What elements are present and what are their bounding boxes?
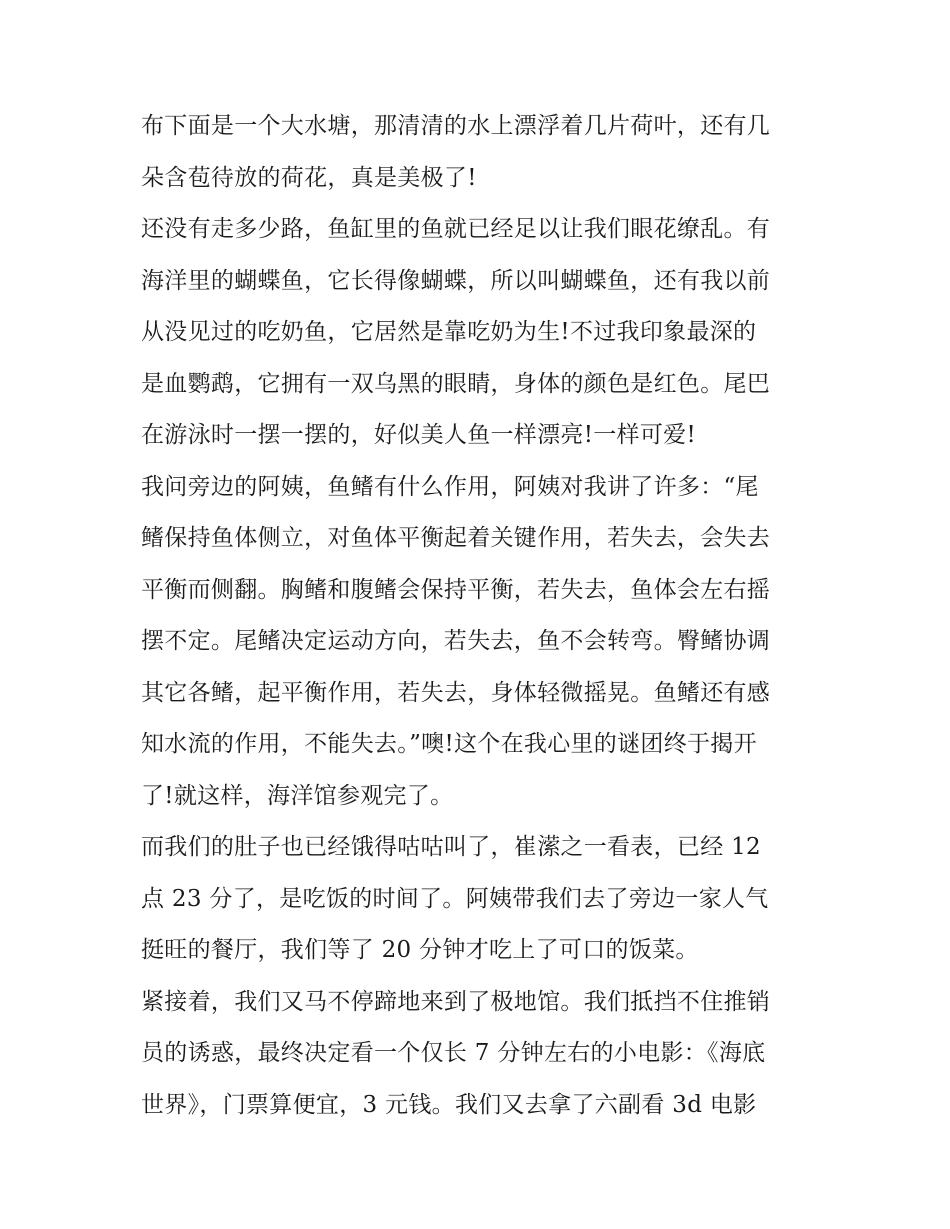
text-line: 布下面是一个大水塘，那清清的水上漂浮着几片荷叶，还有几: [141, 113, 771, 139]
text-line: 平衡而侧翻。胸鳍和腹鳍会保持平衡，若失去，鱼体会左右摇: [141, 576, 771, 603]
text-line: 点 23 分了，是吃饭的时间了。阿姨带我们去了旁边一家人气: [141, 885, 769, 912]
text-line: 还没有走多少路，鱼缸里的鱼就已经足以让我们眼花缭乱。有: [141, 216, 771, 242]
text-line: 而我们的肚子也已经饿得咕咕叫了，崔潆之一看表，已经 12: [141, 834, 761, 860]
text-line: 在游泳时一摆一摆的，好似美人鱼一样漂亮!一样可爱!: [141, 422, 696, 448]
paragraph-lunch: [141, 822, 821, 977]
text-line: 摆不定。尾鳍决定运动方向，若失去，鱼不会转弯。臀鳍协调: [141, 628, 771, 654]
text-line: 世界》，门票算便宜，3 元钱。我们又去拿了六副看 3d 电影: [141, 1091, 757, 1118]
text-line: 鳍保持鱼体侧立，对鱼体平衡起着关键作用，若失去，会失去: [141, 525, 771, 551]
paragraph-fish-tank: [141, 204, 821, 462]
text-line: 其它各鳍，起平衡作用，若失去，身体轻微摇晃。鱼鳍还有感: [141, 679, 771, 706]
text-line: 海洋里的蝴蝶鱼，它长得像蝴蝶，所以叫蝴蝶鱼，还有我以前: [141, 267, 771, 294]
text-line: 了!就这样，海洋馆参观完了。: [141, 782, 454, 809]
text-line: 挺旺的餐厅，我们等了 20 分钟才吃上了可口的饭菜。: [141, 937, 699, 963]
document-body: [141, 101, 821, 1131]
text-line: 我问旁边的阿姨，鱼鳍有什么作用，阿姨对我讲了许多：“尾: [141, 473, 759, 500]
paragraph-pond: [141, 101, 821, 204]
text-line: 紧接着，我们又马不停蹄地来到了极地馆。我们抵挡不住推销: [141, 988, 771, 1015]
paragraph-fins: [141, 462, 821, 823]
text-line: 朵含苞待放的荷花，真是美极了!: [141, 164, 477, 191]
paragraph-polar-hall: [141, 977, 821, 1132]
text-line: 知水流的作用，不能失去。”噢!这个在我心里的谜团终于揭开: [141, 731, 757, 757]
text-line: 从没见过的吃奶鱼，它居然是靠吃奶为生!不过我印象最深的: [141, 319, 757, 345]
text-line: 员的诱惑，最终决定看一个仅长 7 分钟左右的小电影：《海底: [141, 1040, 766, 1066]
text-line: 是血鹦鹉，它拥有一双乌黑的眼睛，身体的颜色是红色。尾巴: [141, 370, 771, 397]
